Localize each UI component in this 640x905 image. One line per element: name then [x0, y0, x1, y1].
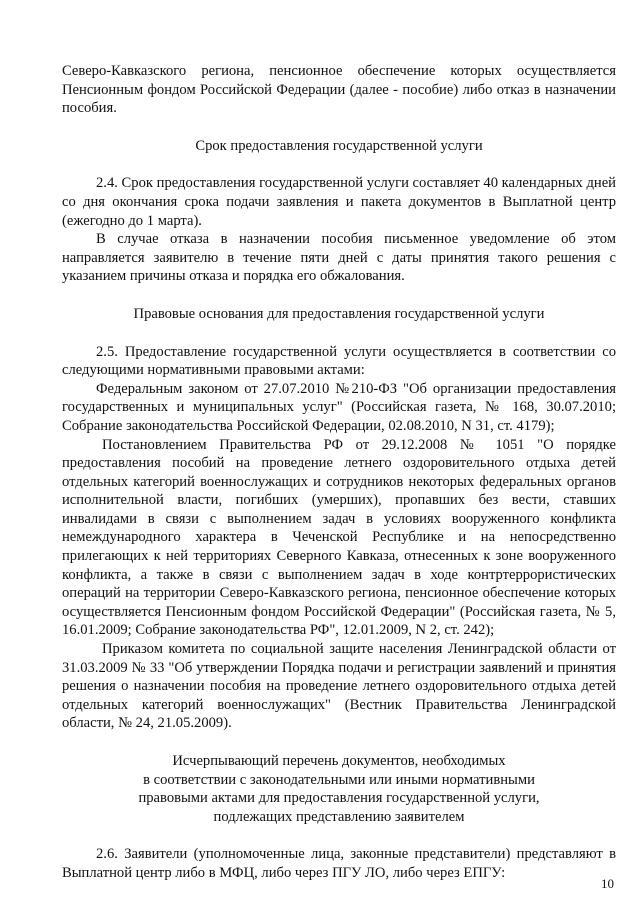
paragraph-2-5: 2.5. Предоставление государственной услуги осуществляется в соответствии со следующими нормативными правовыми актами:	[62, 343, 616, 379]
paragraph-order-33: Приказом комитета по социальной защите населения Ленинградской области от 31.03.2009 № 33 "Об утверждении Порядка подачи и регистрации заявлений и принятия решения о назначении пособия на проведение летнего оздоровительного отдыха детей отдельных категорий военнослужащих" (Вестник Правительства Ленинградской области, № 24, 21.05.2009).	[62, 641, 616, 732]
heading-documents-line-1: Исчерпывающий перечень документов, необходимых	[172, 753, 506, 769]
heading-documents-line-2: в соответствии с законодательными или иными нормативными	[143, 771, 535, 788]
paragraph-federal-law-210: Федеральным законом от 27.07.2010 №210-ФЗ "Об организации предоставления государственных и муниципальных услуг" (Российская газета, № 168, 30.07.2010; Собрание законодательства Российской Федерации, 02.08.2010, N 31, ст. 4179);	[62, 380, 616, 434]
paragraph-refusal: В случае отказа в назначении пособия письменное уведомление об этом направляется заявителю в течение пяти дней с даты принятия такого решения с указанием причины отказа и порядка его обжалования.	[62, 231, 616, 285]
paragraph-2-4: 2.4. Срок предоставления государственной услуги составляет 40 календарных дней со дня окончания срока подачи заявления и пакета документов в Выплатной центр (ежегодно до 1 марта).	[62, 175, 616, 229]
heading-documents-line-3: правовыми актами для предоставления государственной услуги,	[138, 790, 540, 807]
paragraph-resolution-1051: Постановлением Правительства РФ от 29.12.2008 № 1051 "О порядке предоставления пособий на проведение летнего оздоровительного отдыха детей отдельных категорий военнослужащих и сотрудников некоторых федеральных органов исполнительной власти, погибших (умерших), пропавших без вести, ставших инвалидами в связи с выполнением задач в условиях вооруженного конфликта немеждународного характера в Чеченской Республике и на непосредственно прилегающих к ней территориях Северного Кавказа, отнесенных к зоне вооруженного конфликта, а также в связи с выполнением задач в ходе контртеррористических операций на территории Северо-Кавказского региона, пенсионное обеспечение которых осуществляется Пенсионным фондом Российской Федерации" (Российская газета, № 5, 16.01.2009; Собрание законодательства РФ", 12.01.2009, N 2, ст. 242);	[62, 436, 616, 639]
document-page	[62, 62, 616, 883]
paragraph-continuation: Северо-Кавказского региона, пенсионное обеспечение которых осуществляется Пенсионным фондом Российской Федерации (далее - пособие) либо отказ в назначении пособия.	[62, 63, 616, 117]
paragraph-2-6: 2.6. Заявители (уполномоченные лица, законные представители) представляют в Выплатной центр либо в МФЦ, либо через ПГУ ЛО, либо через ЕПГУ:	[62, 846, 616, 881]
heading-legal-basis: Правовые основания для предоставления государственной услуги	[133, 305, 545, 322]
page-number: 10	[601, 876, 614, 891]
heading-service-term: Срок предоставления государственной услуги	[195, 137, 483, 154]
heading-documents-line-4: подлежащих представлению заявителем	[213, 808, 465, 825]
heading-documents-list	[62, 752, 616, 826]
